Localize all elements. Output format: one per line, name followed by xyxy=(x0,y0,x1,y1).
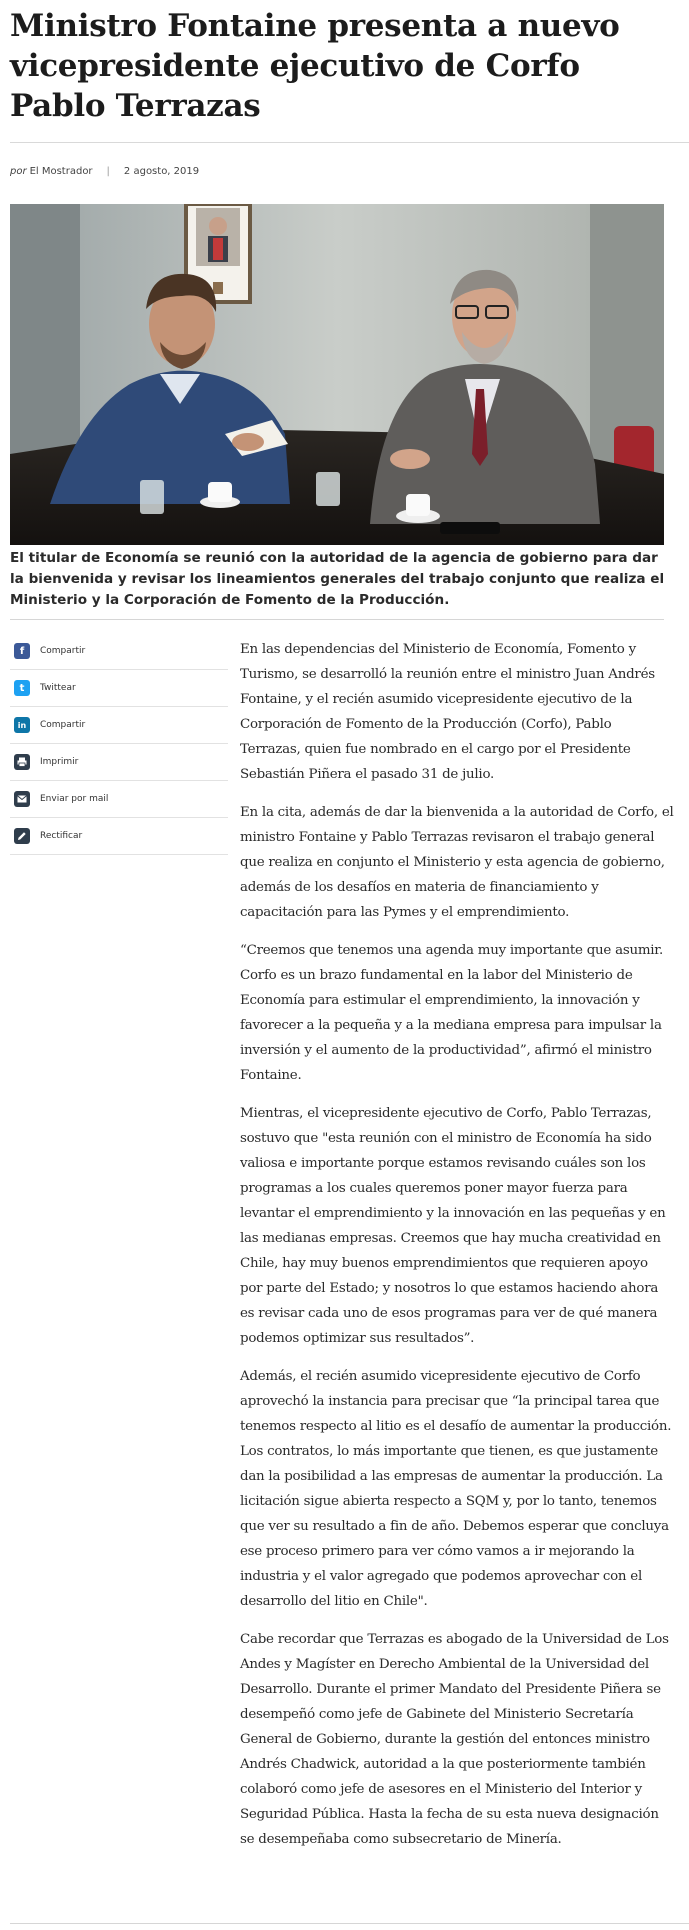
correct-button[interactable] xyxy=(10,818,228,855)
twitter-icon: t xyxy=(14,680,30,696)
title-divider xyxy=(10,142,689,143)
correct-label: Rectificar xyxy=(40,831,83,841)
article-paragraph: Cabe recordar que Terrazas es abogado de la Universidad de Los Andes y Magíster en Derecho Ambiental de la Universidad del Desarrollo. Durante el primer Mandato del Presidente Piñera se desempeñó como jefe de Gabinete del Ministerio Secretaría General de Gobierno, durante la gestión del entonces ministro Andrés Chadwick, autoridad a la que posteriormente también colaboró como jefe de asesores en el Ministerio del Interior y Seguridad Pública. Hasta la fecha de su esta nueva designación se desempeñaba como subsecretario de Minería. xyxy=(240,1632,669,1847)
article-title: Ministro Fontaine presenta a nuevo vicepresidente ejecutivo de Corfo Pablo Terrazas xyxy=(10,8,620,124)
byline xyxy=(10,166,199,177)
share-sidebar xyxy=(10,633,228,855)
photo-caption: El titular de Economía se reunió con la autoridad de la agencia de gobierno para dar la bienvenida y revisar los lineamientos generales del trabajo conjunto que realiza el Ministerio y la Corporación de Fomento de la Producción. xyxy=(10,550,665,608)
share-twitter-label: Twittear xyxy=(40,683,76,693)
author-link[interactable]: El Mostrador xyxy=(29,166,93,177)
facebook-icon: f xyxy=(14,643,30,659)
share-twitter-button[interactable] xyxy=(10,670,228,707)
article-body xyxy=(240,637,674,1865)
share-linkedin-label: Compartir xyxy=(40,720,86,730)
caption-divider xyxy=(10,619,664,620)
article-paragraph: Además, el recién asumido vicepresidente ejecutivo de Corfo aprovechó la instancia para precisar que “la principal tarea que tenemos respecto al litio es el desafío de aumentar la producción. Los contratos, lo más importante que tienen, es que justamente dan la posibilidad a las empresas de aumentar la producción. La licitación sigue abierta respecto a SQM y, por lo tanto, tenemos que ver su resultado a fin de año. Debemos esperar que concluya ese proceso primero para ver cómo vamos a ir mejorando la industria y el valor agregado que podemos aprovechar con el desarrollo del litio en Chile". xyxy=(240,1369,672,1609)
bottom-divider xyxy=(10,1923,689,1924)
publish-date: 2 agosto, 2019 xyxy=(123,166,200,177)
meeting-photo-illustration xyxy=(10,204,664,545)
share-facebook-label: Compartir xyxy=(40,646,86,656)
article-paragraph: En las dependencias del Ministerio de Economía, Fomento y Turismo, se desarrolló la reunión entre el ministro Juan Andrés Fontaine, y el recién asumido vicepresidente ejecutivo de la Corporación de Fomento de la Producción (Corfo), Pablo Terrazas, quien fue nombrado en el cargo por el Presidente Sebastián Piñera el pasado 31 de julio. xyxy=(240,642,655,782)
mail-icon xyxy=(14,791,30,807)
print-icon xyxy=(14,754,30,770)
byline-separator: | xyxy=(106,166,110,177)
article-photo xyxy=(10,204,664,545)
article-paragraph: Mientras, el vicepresidente ejecutivo de Corfo, Pablo Terrazas, sostuvo que "esta reunión con el ministro de Economía ha sido valiosa e importante porque estamos revisando cuáles son los programas a los cuales queremos poner mayor fuerza para levantar el emprendimiento y la innovación en las pequeñas y en las medianas empresas. Creemos que hay mucha creatividad en Chile, hay muy buenos emprendimientos que requieren apoyo por parte del Estado; y nosotros lo que estamos haciendo ahora es revisar cada uno de esos programas para ver de qué manera podemos optimizar sus resultados”. xyxy=(240,1106,666,1346)
article-paragraph: En la cita, además de dar la bienvenida a la autoridad de Corfo, el ministro Fontaine y Pablo Terrazas revisaron el trabajo general que realiza en conjunto el Ministerio y esta agencia de gobierno, además de los desafíos en materia de financiamiento y capacitación para las Pymes y el emprendimiento. xyxy=(240,805,674,920)
share-facebook-button[interactable] xyxy=(10,633,228,670)
print-label: Imprimir xyxy=(40,757,79,767)
email-label: Enviar por mail xyxy=(40,794,109,804)
linkedin-icon: in xyxy=(14,717,30,733)
pencil-icon xyxy=(14,828,30,844)
print-button[interactable] xyxy=(10,744,228,781)
share-linkedin-button[interactable] xyxy=(10,707,228,744)
article-paragraph: “Creemos que tenemos una agenda muy importante que asumir. Corfo es un brazo fundamental en la labor del Ministerio de Economía para estimular el emprendimiento, la innovación y favorecer a la pequeña y a la mediana empresa para impulsar la inversión y el aumento de la productividad”, afirmó el ministro Fontaine. xyxy=(240,943,663,1083)
byline-prefix: por xyxy=(10,166,27,177)
email-button[interactable] xyxy=(10,781,228,818)
